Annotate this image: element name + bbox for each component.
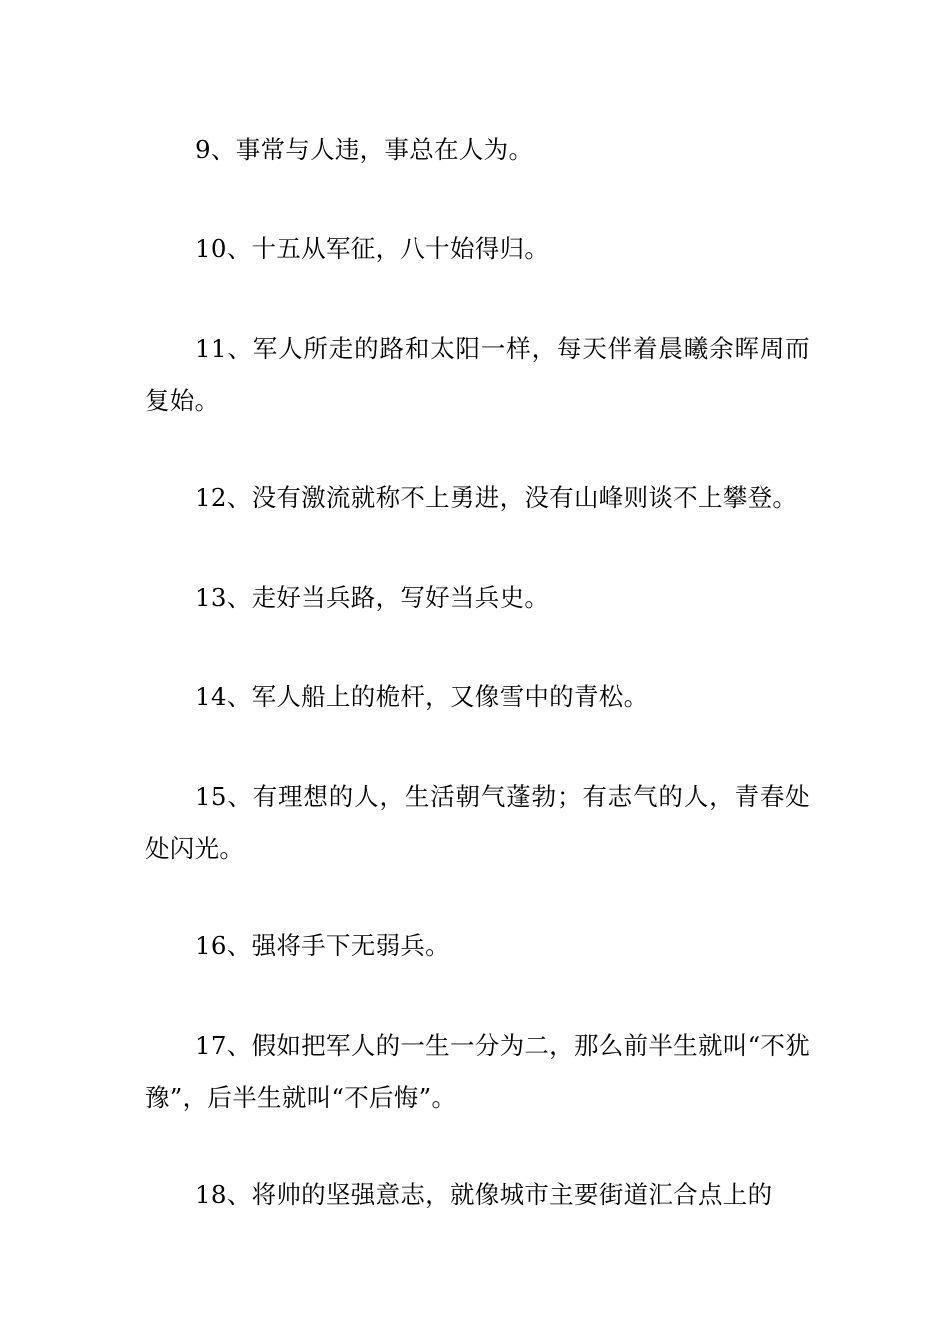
paragraph-16: 16、强将手下无弱兵。 [195,931,450,960]
paragraph-18: 18、将帅的坚强意志，就像城市主要街道汇合点上的 [195,1180,773,1209]
paragraph-11: 11、军人所走的路和太阳一样，每天伴着晨曦余晖周而复始。 [145,334,810,415]
paragraph-14: 14、军人船上的桅杆，又像雪中的青松。 [195,682,649,711]
paragraph-15: 15、有理想的人，生活朝气蓬勃；有志气的人，青春处处闪光。 [145,782,810,863]
paragraph-13: 13、走好当兵路，写好当兵史。 [195,583,550,612]
paragraph-9: 9、事常与人违，事总在人为。 [195,135,534,164]
paragraph-10: 10、十五从军征，八十始得归。 [195,234,550,263]
paragraph-12: 12、没有激流就称不上勇进，没有山峰则谈不上攀登。 [195,483,798,512]
paragraph-17: 17、假如把军人的一生一分为二，那么前半生就叫“不犹豫”，后半生就叫“不后悔”。 [145,1031,810,1112]
